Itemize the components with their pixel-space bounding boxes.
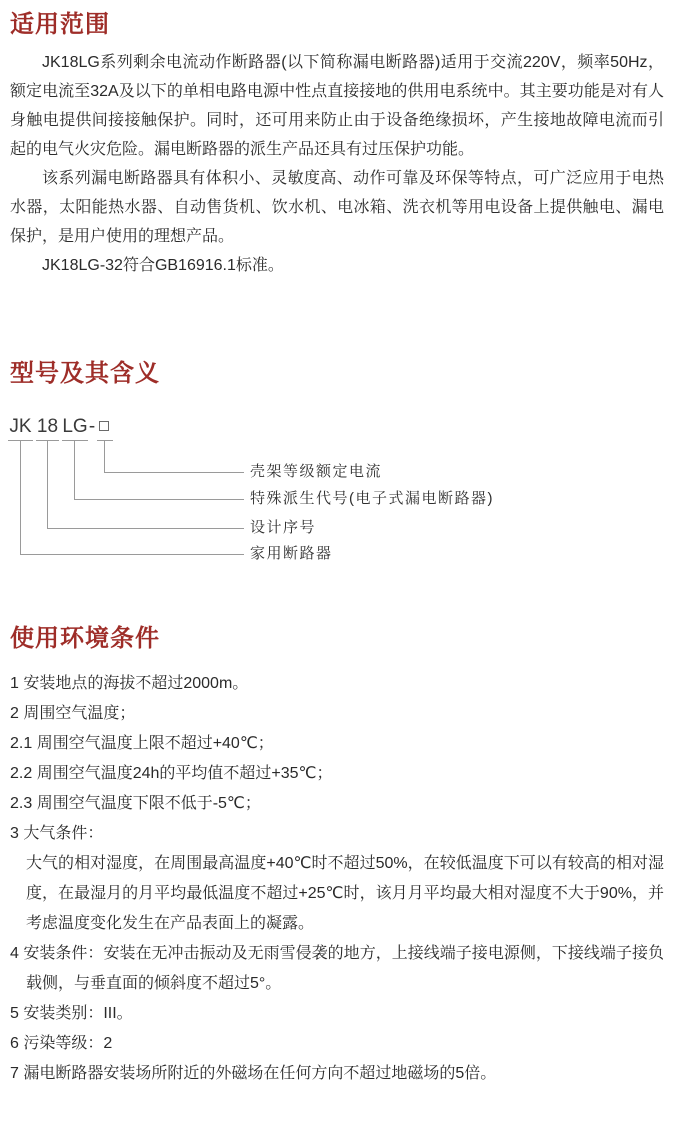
- section-title-scope: 适用范围: [10, 11, 110, 38]
- diagram-label-derivative-code: 特殊派生代号(电子式漏电断路器): [250, 490, 494, 507]
- model-code-placeholder-box: [99, 421, 109, 431]
- model-code-part-lg: LG: [62, 416, 88, 437]
- env-item-air-temp-lower: 2.3 周围空气温度下限不低于-5℃；: [10, 795, 261, 812]
- model-code-diagram: [0, 414, 674, 574]
- connector-line-horizontal: [104, 472, 244, 473]
- env-item-installation: 4 安装条件：安装在无冲击振动及无雨雪侵袭的地方，上接线端子接电源侧，下接线端子接负载侧，与垂直面的倾斜度不超过5°。: [10, 945, 664, 992]
- env-item-pollution-grade: 6 污染等级：2: [10, 1035, 113, 1052]
- document-page: [0, 10, 674, 1142]
- scope-paragraph: JK18LG-32符合GB16916.1标准。: [42, 257, 284, 274]
- underline: [62, 440, 88, 441]
- connector-line-vertical: [47, 440, 48, 528]
- scope-paragraph: JK18LG系列剩余电流动作断路器(以下简称漏电断路器)适用于交流220V，频率50Hz，额定电流至32A及以下的单相电路电源中性点直接接地的供用电系统中。其主要功能是对有人身触电提供间接接触保护。同时，还可用来防止由于设备绝缘损坏，产生接地故障电流而引起的电气火灾危险。漏电断路器的派生产品还具有过压保护功能。: [10, 54, 664, 158]
- connector-line-vertical: [74, 440, 75, 499]
- connector-line-horizontal: [74, 499, 244, 500]
- section-title-environment: 使用环境条件: [10, 625, 160, 652]
- env-item-air-temp: 2 周围空气温度；: [10, 705, 136, 722]
- env-item-magnetic-field: 7 漏电断路器安装场所附近的外磁场在任何方向不超过地磁场的5倍。: [10, 1065, 497, 1082]
- connector-line-horizontal: [47, 528, 244, 529]
- diagram-label-frame-rated-current: 壳架等级额定电流: [250, 463, 383, 480]
- env-item-install-class: 5 安装类别：III。: [10, 1005, 133, 1022]
- diagram-label-household-breaker: 家用断路器: [250, 545, 333, 562]
- diagram-label-design-number: 设计序号: [250, 519, 317, 536]
- env-item-atmosphere: 3 大气条件：: [10, 825, 104, 842]
- environment-conditions-list: [10, 669, 664, 1089]
- scope-paragraphs: [10, 48, 664, 280]
- model-code-separator: -: [88, 416, 96, 437]
- scope-paragraph: 该系列漏电断路器具有体积小、灵敏度高、动作可靠及环保等特点，可广泛应用于电热水器，太阳能热水器、自动售货机、饮水机、电冰箱、洗衣机等用电设备上提供触电、漏电保护，是用户使用的理想产品。: [10, 170, 664, 245]
- env-item-altitude: 1 安装地点的海拔不超过2000m。: [10, 675, 249, 692]
- model-code-part-jk: JK: [9, 416, 32, 437]
- page-content: [0, 10, 674, 1089]
- model-code-part-18: 18: [36, 416, 59, 437]
- env-item-atmosphere-desc: 大气的相对湿度，在周围最高温度+40℃时不超过50%，在较低温度下可以有较高的相对湿度，在最湿月的月平均最低温度不超过+25℃时，该月月平均最大相对湿度不大于90%，并考虑温度变化发生在产品表面上的凝露。: [26, 855, 664, 932]
- connector-line-horizontal: [20, 554, 244, 555]
- connector-line-vertical: [104, 440, 105, 472]
- connector-line-vertical: [20, 440, 21, 554]
- section-title-model: 型号及其含义: [10, 360, 160, 387]
- env-item-air-temp-24h: 2.2 周围空气温度24h的平均值不超过+35℃；: [10, 765, 333, 782]
- underline: [97, 440, 113, 441]
- env-item-air-temp-upper: 2.1 周围空气温度上限不超过+40℃；: [10, 735, 274, 752]
